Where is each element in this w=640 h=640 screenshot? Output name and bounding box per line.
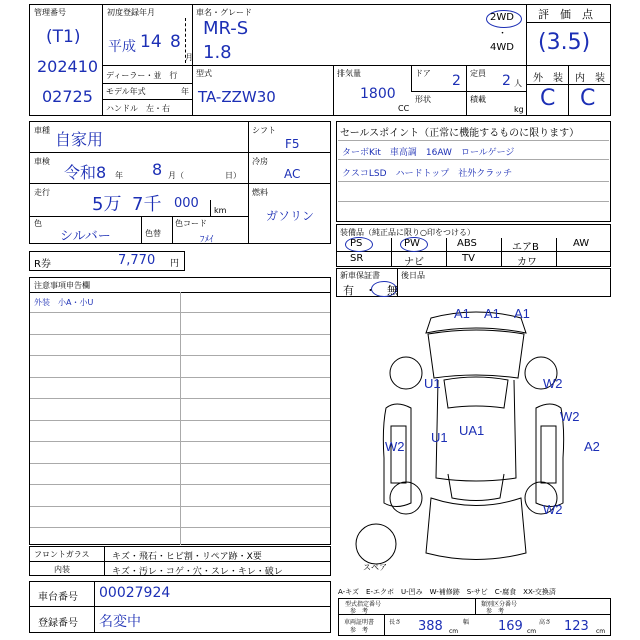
divider (141, 216, 142, 244)
car-name: MR-S (203, 18, 249, 39)
dmg-a2: A2 (584, 439, 600, 454)
reibo-value: AC (284, 167, 301, 181)
toroku-value: 名変中 (99, 614, 141, 630)
haiki-value: 1800 (360, 86, 396, 102)
dmg-w2b: W2 (560, 409, 580, 424)
soubi-tv: TV (462, 253, 475, 264)
gaiso-label: 外 装 (533, 73, 563, 84)
nenryo-label: 燃料 (252, 188, 268, 197)
ruibetsu-label: 類別区分番号 (481, 601, 518, 608)
daiban-label: 車台番号 (38, 592, 78, 603)
daiban-value: 00027924 (99, 585, 171, 601)
note-rule (30, 463, 330, 464)
drive-2wd: 2WD (490, 12, 514, 23)
soubi-ps: PS (350, 238, 363, 249)
haba-unit: cm (527, 628, 537, 635)
handle-label: ハンドル 左・右 (106, 104, 170, 113)
note-rule (30, 484, 330, 485)
keijo-label: 形状 (415, 95, 431, 104)
door-label: ドア (415, 69, 431, 78)
divider (29, 183, 331, 184)
kanri-number2: 02725 (42, 87, 93, 106)
naiso-value: キズ・汚レ・コゲ・穴・スレ・キレ・破レ (112, 567, 283, 577)
meimei-label: 車名・グレード (196, 8, 252, 17)
shift-value: F5 (285, 137, 300, 151)
haiki-unit: CC (398, 104, 410, 113)
kanri-label: 管理番号 (34, 8, 66, 17)
katashiki-value: TA-ZZW30 (198, 88, 276, 106)
shomeisho-sanko: 参 考 (350, 627, 369, 634)
haba-value: 169 (498, 619, 523, 634)
front-label: フロントガラス (34, 550, 90, 559)
divider (568, 65, 569, 116)
sales-label: セールスポイント（正常に機能するものに限ります） (340, 128, 580, 139)
shodo-era: 平成 (108, 39, 136, 55)
dmg-ua1: UA1 (459, 423, 485, 438)
kanri-number1: 202410 (37, 57, 99, 76)
color-henko-label: 色替 (145, 229, 161, 238)
takasa-unit: cm (596, 628, 606, 635)
divider (333, 65, 334, 116)
car-diagram (336, 298, 611, 586)
model-year-label: モデル年式 (106, 87, 146, 96)
naiso-label: 内装 (54, 565, 70, 574)
naga-unit: cm (449, 628, 459, 635)
rkken-unit: 円 (170, 259, 180, 269)
divider (172, 216, 173, 244)
model-year-unit: 年 (181, 87, 189, 96)
shinsha-label: 新車保証書 (340, 271, 380, 280)
naiso-grade: C (580, 86, 596, 111)
rule (338, 159, 609, 160)
shomeisho-label: 車両証明書 (344, 619, 375, 626)
dmg-w2c: W2 (385, 439, 405, 454)
rkken-value: 7,770 (118, 253, 156, 268)
car-grade: 1.8 (203, 42, 232, 63)
divider (336, 251, 611, 252)
divider (384, 614, 385, 636)
rkken-frame (29, 251, 185, 271)
front-value: キズ・飛石・ヒビ割・リペア跡・X要 (112, 552, 262, 562)
rkken-label: R券 (34, 259, 51, 270)
teiin-value: 2 (502, 73, 511, 89)
katashiki-sanko: 参 考 (350, 608, 369, 615)
color-code: ﾌﾒｲ (200, 235, 214, 245)
takasa-label: 高さ (539, 619, 552, 626)
soko-label: 走行 (34, 188, 50, 197)
sales-line2: クスコLSD ハードトップ 社外クラッチ (342, 169, 513, 179)
toroku-label: 登録番号 (38, 618, 78, 629)
shaken-month: 8 (152, 160, 163, 179)
naiso-label: 内 装 (575, 73, 605, 84)
soko-man: 5万 (92, 194, 122, 215)
soubi-leather: カワ (517, 257, 537, 268)
divider (446, 238, 447, 267)
divider (556, 238, 557, 267)
shaken-year-unit: 年 (115, 171, 123, 180)
katashiki-shitei-label: 型式指定番号 (345, 601, 382, 608)
naga-label: 長さ (389, 619, 402, 626)
note-rule (30, 355, 330, 356)
katashiki-label: 型式 (196, 69, 212, 78)
haiki-label: 排気量 (337, 69, 361, 78)
color-code-label: 色コード (175, 219, 207, 228)
divider (391, 238, 392, 267)
dmg-w2d: W2 (543, 502, 563, 517)
nenryo-value: ガソリン (266, 209, 315, 223)
dmg-a1b: A1 (484, 306, 500, 321)
soubi-abs: ABS (457, 238, 477, 249)
dmg-a1c: A1 (514, 306, 530, 321)
teiin-unit: 人 (514, 79, 522, 88)
spare-label: スペア (363, 563, 387, 572)
door-value: 2 (452, 73, 461, 89)
note-rule (30, 312, 330, 313)
divider (210, 200, 211, 216)
rule (338, 181, 609, 182)
divider (94, 581, 95, 633)
dmg-u1a: U1 (424, 376, 441, 391)
shodo-label: 初度登録年月 (107, 8, 155, 17)
shaken-month-unit: 月（ (168, 171, 184, 180)
sekisai-label: 積載 (470, 95, 486, 104)
teiin-label: 定員 (470, 69, 486, 78)
divider (192, 65, 193, 116)
rule (338, 201, 609, 202)
ruibetsu-sanko: 参 考 (486, 608, 505, 615)
shinsha-value: 有 ・ 無 (343, 284, 398, 297)
shodo-month: 8 (170, 32, 181, 52)
dealer-label: ディーラー・並 行 (106, 71, 178, 80)
divider (102, 83, 192, 84)
haba-label: 幅 (463, 619, 470, 626)
note-rule (30, 441, 330, 442)
divider (526, 22, 611, 23)
soko-sen: 7千 (132, 194, 162, 215)
takasa-value: 123 (564, 619, 589, 634)
soko-unit: km (214, 206, 227, 215)
soubi-navi: ナビ (404, 257, 424, 268)
dmg-w2a: W2 (543, 376, 563, 391)
shaken-label: 車検 (34, 157, 50, 166)
gaiso-grade: C (540, 86, 556, 111)
divider (501, 238, 502, 267)
divider (104, 546, 105, 576)
rule (338, 140, 609, 141)
soubi-pw: PW (404, 238, 420, 249)
kanri-code: (T1) (46, 27, 81, 47)
hyoka-score: (3.5) (538, 30, 591, 55)
drive-4wd: 4WD (490, 42, 514, 53)
chui-label: 注意事項申告欄 (34, 281, 90, 290)
soko-rest: 000 (174, 196, 199, 211)
reibo-label: 冷房 (252, 157, 268, 166)
note-rule (30, 377, 330, 378)
note-rule (30, 334, 330, 335)
hyoka-label: 評 価 点 (538, 8, 593, 21)
color-value: シルバー (60, 229, 111, 244)
sekisai-unit: kg (514, 105, 524, 114)
divider (102, 99, 192, 100)
note-rule (30, 527, 330, 528)
divider (411, 91, 526, 92)
soubi-label: 装備品（純正品に限り○印をつける） (340, 228, 475, 237)
shaken-era: 令和8 (64, 163, 107, 182)
shaken-day-unit: 日） (225, 171, 241, 180)
divider (102, 65, 526, 66)
dmg-u1b: U1 (431, 430, 448, 445)
divider (29, 152, 331, 153)
dmg-a1a: A1 (454, 306, 470, 321)
kubun-value: 自家用 (55, 130, 104, 149)
drive-dot: ・ (498, 29, 508, 39)
damage-legend: A-キズ E-エクボ U-凹み W-補修跡 S-サビ C-腐食 XX-交換済 (338, 588, 556, 596)
sales-line1: ターボKit 車高調 16AW ロールゲージ (342, 148, 515, 158)
gobiki-label: 後日品 (401, 271, 425, 280)
divider (475, 598, 476, 614)
rule (180, 292, 181, 545)
kubun-label: 車種 (34, 126, 50, 135)
divider (411, 65, 412, 91)
note-rule (30, 398, 330, 399)
soubi-sr: SR (350, 253, 364, 264)
naga-value: 388 (418, 619, 443, 634)
divider (29, 606, 331, 607)
divider (338, 614, 611, 615)
note-rule (30, 420, 330, 421)
shift-label: シフト (252, 126, 276, 135)
shodo-month-unit: 月 (185, 53, 193, 62)
soubi-aw: AW (573, 238, 590, 249)
chui-note: 外装 小A・小U (34, 298, 94, 307)
divider (526, 4, 527, 116)
shodo-year: 14 (140, 32, 162, 52)
soubi-airbag: エアB (512, 242, 539, 253)
color-label: 色 (34, 219, 42, 228)
note-rule (30, 506, 330, 507)
divider (29, 216, 248, 217)
